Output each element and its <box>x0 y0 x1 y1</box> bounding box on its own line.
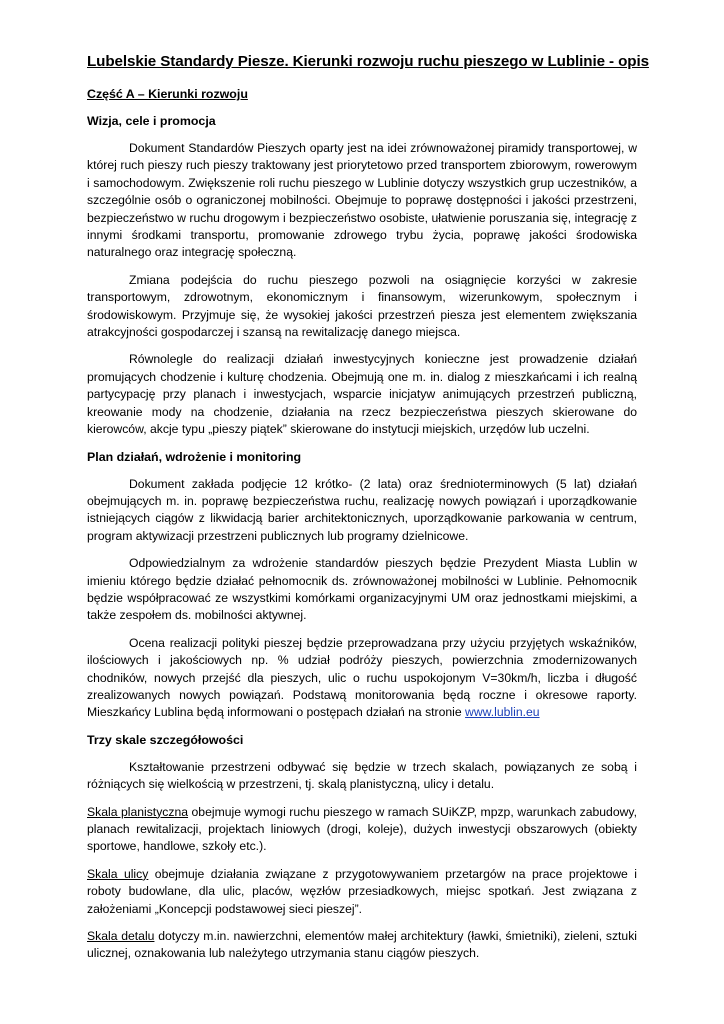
paragraph: Odpowiedzialnym za wdrożenie standardów pieszych będzie Prezydent Miasta Lublin w imieniu którego będzie działać pełnomocnik ds. zrównoważonej mobilności w Lublinie. Pełnomocnik będzie współpracować ze wszystkimi komórkami organizacyjnymi UM oraz jednostkami miejskimi, a także zespołem ds. mobilności aktywnej. <box>87 556 637 623</box>
paragraph-text: dotyczy m.in. nawierzchni, elementów małej architektury (ławki, śmietniki), zieleni, sztuki ulicznej, oznakowania lub należytego utrzymania stanu ciągów pieszych. <box>87 929 637 961</box>
paragraph: Zmiana podejścia do ruchu pieszego pozwoli na osiągnięcie korzyści w zakresie transportowym, zdrowotnym, ekonomicznym i finansowym, wizerunkowym, społecznym i środowiskowym. Przyjmuje się, że wysokiej jakości przestrzeń piesza jest elementem zwiększania atrakcyjności gospodarczej i szansą na rewitalizację danego miejsca. <box>87 272 637 340</box>
paragraph: Kształtowanie przestrzeni odbywać się będzie w trzech skalach, powiązanych ze sobą i różniących się wielkością w przestrzeni, tj. skalą planistyczną, ulicy i detalu. <box>87 759 637 792</box>
paragraph-monitoring <box>87 635 637 722</box>
paragraph: Dokument zakłada podjęcie 12 krótko- (2 lata) oraz średnioterminowych (5 lat) działań obejmujących m. in. poprawę bezpieczeństwa ruchu, realizację nowych powiązań i uporządkowanie istniejących ciągów z likwidacją barier architektonicznych, uporządkowanie parkowania w centrum, program aktywizacji przestrzeni publicznych lub programy dzielnicowe. <box>87 476 637 543</box>
section-heading-vision: Wizja, cele i promocja <box>87 114 216 128</box>
paragraph-detail-scale <box>87 928 637 963</box>
paragraph-street-scale <box>87 866 637 918</box>
part-heading: Część A – Kierunki rozwoju <box>87 87 248 101</box>
term-detail-scale: Skala detalu <box>87 929 155 944</box>
paragraph-text: Ocena realizacji polityki pieszej będzie przeprowadzana przy użyciu przyjętych wskaźników, ilościowych i jakościowych np. % udział podróży pieszych, powierzchnia zmodernizowanych chodników, nowych przejść dla pieszych, ulic o ruchu uspokojonym V=30km/h, liczba i długość zrealizowanych nowych powiązań. Podstawą monitorowania będą roczne i okresowe raporty. Mieszkańcy Lublina będą informowani o postępach działań na stronie <box>87 635 637 720</box>
paragraph: Dokument Standardów Pieszych oparty jest na idei zrównoważonej piramidy transportowej, w której ruch pieszy ruch pieszy traktowany jest priorytetowo przed transportem zbiorowym, rowerowym i samochodowym. Zwiększenie roli ruchu pieszego w Lublinie dotyczy wszystkich grup uczestników, a szczególnie osób o ograniczonej mobilności. Obejmuje to poprawę dostępności i jakości przestrzeni, bezpieczeństwo w ruchu drogowym i bezpieczeństwo osobiste, ułatwienie poruszania się, integrację z innymi środkami transportu, promowanie zdrowego trybu życia, poprawę jakości środowiska naturalnego oraz integrację społeczną. <box>87 141 637 260</box>
section-heading-scales: Trzy skale szczegółowości <box>87 732 244 747</box>
section-heading-plan: Plan działań, wdrożenie i monitoring <box>87 449 302 464</box>
document-title: Lubelskie Standardy Piesze. Kierunki rozwoju ruchu pieszego w Lublinie - opis <box>87 53 649 70</box>
paragraph: Równolegle do realizacji działań inwestycyjnych konieczne jest prowadzenie działań promujących chodzenie i kulturę chodzenia. Obejmują one m. in. dialog z mieszkańcami i ich realną partycypację przy planach i inwestycjach, wsparcie inicjatyw animujących przestrzeń publiczną, kreowanie mody na chodzenie, działania na rzecz bezpieczeństwa pieszych skierowane do kierowców, akcje typu „pieszy piątek” skierowane do instytucji miejskich, urzędów lub uczelni. <box>87 352 637 437</box>
paragraph-text: obejmuje działania związane z przygotowywaniem przetargów na prace projektowe i roboty budowlane, dla ulic, placów, węzłów przesiadkowych, miejsc spotkań. Jest związana z założeniami „Koncepcji podstawowej sieci pieszej”. <box>87 866 637 916</box>
paragraph-text: obejmuje wymogi ruchu pieszego w ramach SUiKZP, mpzp, warunkach zabudowy, planach rewitalizacji, projektach liniowych (drogi, koleje), dużych inwestycji obszarowych (obiekty sportowe, handlowe, szkoły etc.). <box>87 804 637 854</box>
term-street-scale: Skala ulicy <box>87 866 149 881</box>
paragraph-planning-scale <box>87 804 637 856</box>
lublin-website-link[interactable]: www.lublin.eu <box>465 705 540 720</box>
term-planning-scale: Skala planistyczna <box>87 804 189 819</box>
